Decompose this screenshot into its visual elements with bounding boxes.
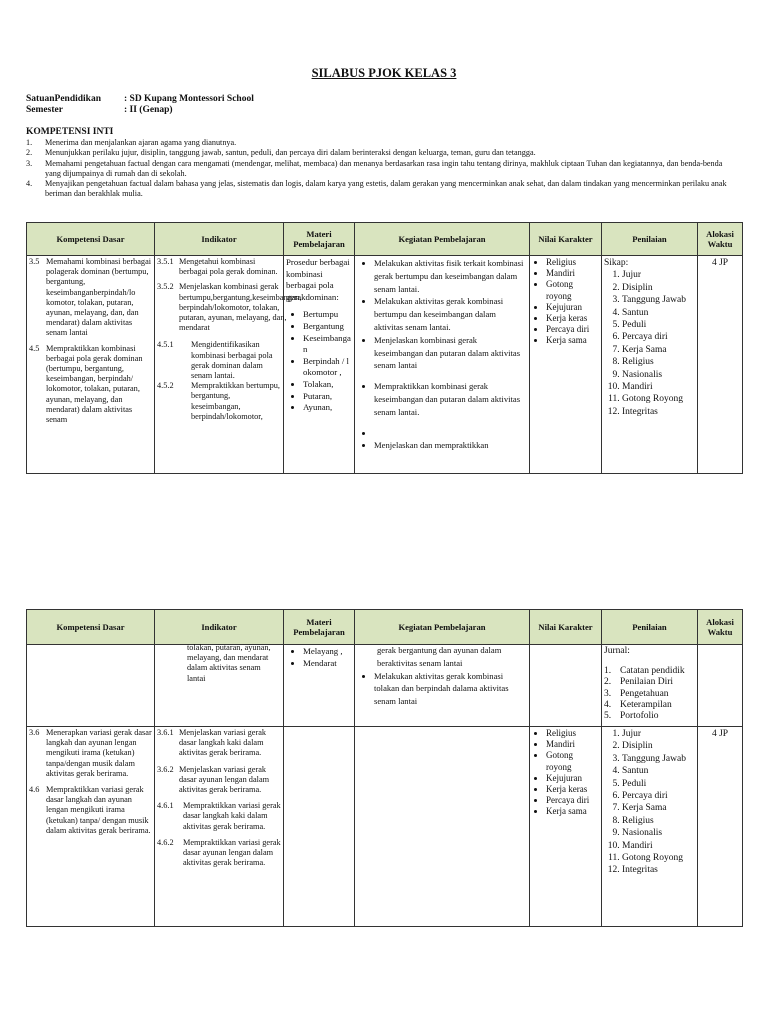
kegiatan-item: • Menjelaskan kombinasi gerak keseimbangan dan putaran dalam aktivitas senam lantai	[374, 334, 527, 372]
ind-text: Menjelaskan variasi gerak dasar langkah kaki dalam aktivitas gerak berirama.	[179, 728, 267, 758]
ind-num: 3.6.1	[157, 728, 174, 737]
kd-num: 4.5	[29, 343, 40, 353]
ind-text: Mengidentifikasikan kombinasi berbagai pola gerak dominan dalam senam lantai.	[191, 340, 273, 381]
header-indikator: Indikator	[155, 610, 284, 645]
ind-item	[157, 801, 281, 832]
syllabus-table-1	[26, 222, 743, 474]
alokasi-cell	[698, 645, 743, 727]
penilaian-label: Jurnal:	[604, 646, 630, 656]
kegiatan-item	[374, 427, 527, 440]
header-nilai-karakter: Nilai Karakter	[530, 610, 602, 645]
alokasi-cell: 4 JP	[698, 727, 743, 927]
materi-item: • Bertumpu	[303, 309, 352, 321]
kegiatan-item: • Melakukan aktivitas gerak kombinasi tolakan dan berpindah dalama aktivitas senam lantai	[374, 670, 527, 708]
header-kompetensi-dasar: Kompetensi Dasar	[27, 610, 155, 645]
kegiatan-item: • Mempraktikkan kombinasi gerak keseimbangan dan putaran dalam aktivitas senam lantai.	[374, 380, 527, 418]
ind-item	[157, 765, 281, 796]
kd-num: 4.6	[29, 785, 40, 795]
nilai-item: • Kejujuran	[546, 302, 599, 313]
ki-num: 3.	[26, 158, 33, 168]
ki-text: Menyajikan pengetahuan factual dalam bahasa yang jelas, sistematis dan logis, dalam karya yang estetis, dalam gerakan yang mencerminkan anak sehat, dan dalam tindakan yang mencerminkan perilaku anak beriman dan berakhlak mulia.	[45, 179, 727, 199]
materi-item: • Melayang ,	[303, 646, 352, 658]
penilaian-item: 7. Kerja Sama	[622, 344, 695, 356]
ind-item	[157, 257, 281, 277]
syllabus-table-2	[26, 609, 743, 927]
nilai-item: • Kerja sama	[546, 335, 599, 346]
materi-intro: Prosedur berbagai kombinasi berbagai pola gerakdominan:	[286, 257, 350, 302]
nilai-item: • Religius	[546, 728, 599, 739]
nilai-item: • Mandiri	[546, 268, 599, 279]
ind-item	[157, 838, 281, 869]
penilaian-item: 8. Religius	[622, 815, 695, 827]
meta-value: : II (Genap)	[124, 105, 173, 115]
penilaian-item: 3. Tanggung Jawab	[622, 294, 695, 306]
header-kegiatan: Kegiatan Pembelajaran	[355, 223, 530, 256]
kd-cell	[27, 727, 155, 927]
penilaian-item: 4. Santun	[622, 765, 695, 777]
table-header-row	[27, 223, 743, 256]
nilai-item: • Percaya diri	[546, 795, 599, 806]
nilai-item: • Kerja sama	[546, 806, 599, 817]
ind-num: 4.6.2	[157, 837, 174, 847]
penilaian-num: 3.	[604, 688, 612, 699]
penilaian-item: 5. Peduli	[622, 319, 695, 331]
ind-text: tolakan, putaran, ayunan, melayang, dan mendarat dalam aktivitas senam lantai	[187, 643, 271, 683]
ki-num: 4.	[26, 179, 33, 189]
penilaian-cell	[602, 645, 698, 727]
penilaian-num: 1.	[604, 666, 612, 677]
ind-text: Mempraktikkan variasi gerak dasar langkah kaki dalam aktivitas gerak berirama.	[183, 801, 281, 831]
kegiatan-cell	[355, 256, 530, 474]
materi-item: • Putaran,	[303, 391, 352, 403]
kegiatan-item: • Melakukan aktivitas gerak kombinasi bertumpu dan keseimbangan dalam aktivitas senam lantai.	[374, 295, 527, 333]
materi-item: • Bergantung	[303, 321, 352, 333]
nilai-item: • Kerja keras	[546, 313, 599, 324]
penilaian-num: 2.	[604, 677, 612, 688]
meta-label: Semester	[26, 105, 63, 115]
penilaian-item: 1. Jujur	[622, 728, 695, 740]
penilaian-label: Sikap:	[604, 258, 629, 268]
penilaian-item	[604, 689, 695, 700]
penilaian-item	[604, 700, 695, 711]
ki-text: Memahami pengetahuan factual dengan cara mengamati (mendengar, melihat, membaca) dan menanya berdasarkan rasa ingin tahu tentang dirinya, makhluk ciptaan Tuhan dan kegiatannya, dan benda-benda yang dijumpainya di rumah dan di sekolah.	[45, 158, 723, 178]
penilaian-item	[604, 711, 695, 722]
table-row	[27, 256, 743, 474]
penilaian-item: 11. Gotong Royong	[622, 393, 695, 405]
alokasi-cell: 4 JP	[698, 256, 743, 474]
nilai-karakter-cell	[530, 645, 602, 727]
penilaian-item: 6. Percaya diri	[622, 790, 695, 802]
nilai-list	[532, 728, 599, 818]
penilaian-item: 4. Santun	[622, 307, 695, 319]
penilaian-item	[604, 677, 695, 688]
indikator-cell	[155, 645, 284, 727]
ind-num: 4.5.2	[157, 381, 174, 391]
table-row	[27, 645, 743, 727]
materi-cell	[284, 727, 355, 927]
penilaian-item	[604, 666, 695, 677]
kd-text: Mempraktikkan kombinasi berbagai pola gerak dominan (bertumpu, bergantung, keseimbangan, berpindah/ lokomotor, tolakan, putaran, ayunan, melayang, dan mendarat) dalam aktivitas senam	[46, 343, 143, 425]
penilaian-item: 5. Peduli	[622, 778, 695, 790]
header-alokasi-waktu: Alokasi Waktu	[698, 610, 743, 645]
materi-list	[286, 646, 352, 669]
ind-text: Mempraktikkan variasi gerak dasar ayunan lengan dalam aktivitas gerak berirama.	[183, 837, 281, 868]
header-materi: Materi Pembelajaran	[284, 223, 355, 256]
penilaian-item: 10. Mandiri	[622, 840, 695, 852]
penilaian-cell	[602, 727, 698, 927]
ind-text: Menjelaskan kombinasi gerak bertumpu,bergantung,keseimbangan, berpindah/lokomotor, tolakan, putaran, ayunan, melayang, dan, mendarat	[179, 282, 302, 333]
indikator-cell	[155, 256, 302, 474]
penilaian-item: 12. Integritas	[622, 406, 695, 418]
penilaian-item: 1. Jujur	[622, 269, 695, 281]
penilaian-text: Pengetahuan	[620, 688, 669, 699]
header-penilaian: Penilaian	[602, 223, 698, 256]
ki-item	[26, 159, 738, 180]
penilaian-num: 5.	[604, 711, 612, 722]
kegiatan-continued: gerak bergantung dan ayunan dalam beraktivitas senam lantai	[377, 645, 502, 668]
ind-text: Menjelaskan variasi gerak dasar ayunan lengan dalam aktivitas gerak berirama.	[179, 764, 270, 795]
nilai-item: • Religius	[546, 257, 599, 268]
ind-text: Mengetahui kombinasi berbagai pola gerak dominan.	[179, 257, 278, 277]
nilai-karakter-cell	[530, 256, 602, 474]
penilaian-item: 11. Gotong Royong	[622, 852, 695, 864]
ki-item	[26, 148, 738, 158]
kompetensi-inti-heading: KOMPETENSI INTI	[26, 127, 114, 137]
header-kompetensi-dasar: Kompetensi Dasar	[27, 223, 155, 256]
nilai-item: • Gotong royong	[546, 750, 599, 772]
penilaian-item: 10. Mandiri	[622, 381, 695, 393]
meta-label: SatuanPendidikan	[26, 94, 101, 104]
ki-num: 1.	[26, 138, 33, 147]
penilaian-item: 2. Disiplin	[622, 740, 695, 752]
header-kegiatan: Kegiatan Pembelajaran	[355, 610, 530, 645]
ind-item	[157, 728, 281, 759]
kd-text: Memahami kombinasi berbagai polagerak dominan (bertumpu, bergantung, keseimbanganberpindah/lo komotor, tolakan, putaran, ayunan, melayang, dan, dan mendarat) dalam aktivitas senam lantai	[46, 257, 152, 338]
nilai-item: • Gotong royong	[546, 279, 599, 301]
ind-num: 3.5.1	[157, 257, 174, 266]
kegiatan-list	[357, 257, 527, 452]
header-alokasi-waktu: Alokasi Waktu	[698, 223, 743, 256]
penilaian-text: Penilaian Diri	[620, 677, 674, 688]
kd-item	[29, 344, 152, 426]
header-nilai-karakter: Nilai Karakter	[530, 223, 602, 256]
penilaian-item: 12. Integritas	[622, 864, 695, 876]
materi-item: • Tolakan,	[303, 379, 352, 391]
ind-text: Mempraktikkan bertumpu, bergantung, keseimbangan, berpindah/lokomotor,	[191, 381, 280, 421]
kd-num: 3.6	[29, 728, 40, 737]
header-indikator: Indikator	[155, 223, 284, 256]
kegiatan-list	[357, 670, 527, 708]
penilaian-item: 8. Religius	[622, 356, 695, 368]
ind-num: 4.6.1	[157, 801, 174, 811]
table-row	[27, 727, 743, 927]
penilaian-item: 7. Kerja Sama	[622, 802, 695, 814]
penilaian-cell	[602, 256, 698, 474]
ind-num: 3.6.2	[157, 764, 174, 774]
penilaian-item: 9. Nasionalis	[622, 369, 695, 381]
ind-item	[157, 282, 302, 333]
materi-item: • Berpindah / lokomotor ,	[303, 356, 352, 379]
materi-cell	[284, 256, 355, 474]
ind-num: 3.5.2	[157, 282, 174, 292]
ki-item	[26, 138, 738, 148]
header-penilaian: Penilaian	[602, 610, 698, 645]
nilai-item: • Percaya diri	[546, 324, 599, 335]
ki-text: Menerima dan menjalankan ajaran agama yang dianutnya.	[45, 138, 237, 147]
kd-item	[29, 728, 152, 779]
penilaian-text: Catatan pendidik	[620, 666, 685, 677]
ind-item	[157, 381, 281, 422]
penilaian-item: 2. Disiplin	[622, 282, 695, 294]
kompetensi-inti-list	[26, 138, 738, 200]
nilai-karakter-cell	[530, 727, 602, 927]
kd-text: Menerapkan variasi gerak dasar langkah dan ayunan lengan mengikuti irama (ketukan) tanpa/dengan musik dalam aktivitas gerak berirama.	[46, 728, 152, 778]
penilaian-text: Portofolio	[620, 711, 659, 722]
meta-semester	[26, 105, 173, 115]
penilaian-item: 3. Tanggung Jawab	[622, 753, 695, 765]
kegiatan-cell	[355, 727, 530, 927]
nilai-item: • Mandiri	[546, 739, 599, 750]
ki-num: 2.	[26, 148, 33, 158]
ind-item	[157, 340, 281, 381]
meta-value: : SD Kupang Montessori School	[124, 94, 254, 104]
kd-cell	[27, 645, 155, 727]
materi-cell	[284, 645, 355, 727]
nilai-list	[532, 257, 599, 347]
kd-num: 3.5	[29, 257, 40, 266]
nilai-item: • Kejujuran	[546, 773, 599, 784]
kd-item	[29, 257, 152, 339]
kd-text: Mempraktikkan variasi gerak dasar langkah dan ayunan lengan mengikuti irama (ketukan) tanpa/ dengan musik dalam aktivitas gerak berirama.	[46, 785, 151, 835]
nilai-item: • Kerja keras	[546, 784, 599, 795]
kegiatan-item: • Melakukan aktivitas fisik terkait kombinasi gerak bertumpu dan keseimbangan dalam senam lantai.	[374, 257, 527, 295]
penilaian-list	[604, 269, 695, 418]
penilaian-text: Keterampilan	[620, 699, 672, 710]
materi-item: • Keseimbangan	[303, 333, 352, 356]
kd-item	[29, 785, 152, 836]
penilaian-num: 4.	[604, 699, 612, 710]
materi-item: • Mendarat	[303, 658, 352, 670]
penilaian-item: 6. Percaya diri	[622, 331, 695, 343]
table-header-row	[27, 610, 743, 645]
kegiatan-item: • Menjelaskan dan mempraktikkan	[374, 439, 527, 452]
kd-cell	[27, 256, 155, 474]
penilaian-list	[604, 728, 695, 877]
ki-text: Menunjukkan perilaku jujur, disiplin, tanggung jawab, santun, peduli, dan percaya diri dalam berinteraksi dengan keluarga, teman, guru dan tetangga.	[45, 148, 536, 158]
indikator-cell	[155, 727, 284, 927]
header-materi: Materi Pembelajaran	[284, 610, 355, 645]
page-title: SILABUS PJOK KELAS 3	[311, 66, 457, 80]
kegiatan-cell	[355, 645, 530, 727]
meta-satuan	[26, 94, 254, 104]
ind-num: 4.5.1	[157, 340, 174, 350]
penilaian-item: 9. Nasionalis	[622, 827, 695, 839]
ki-item	[26, 179, 738, 200]
materi-item: • Ayunan,	[303, 402, 352, 414]
